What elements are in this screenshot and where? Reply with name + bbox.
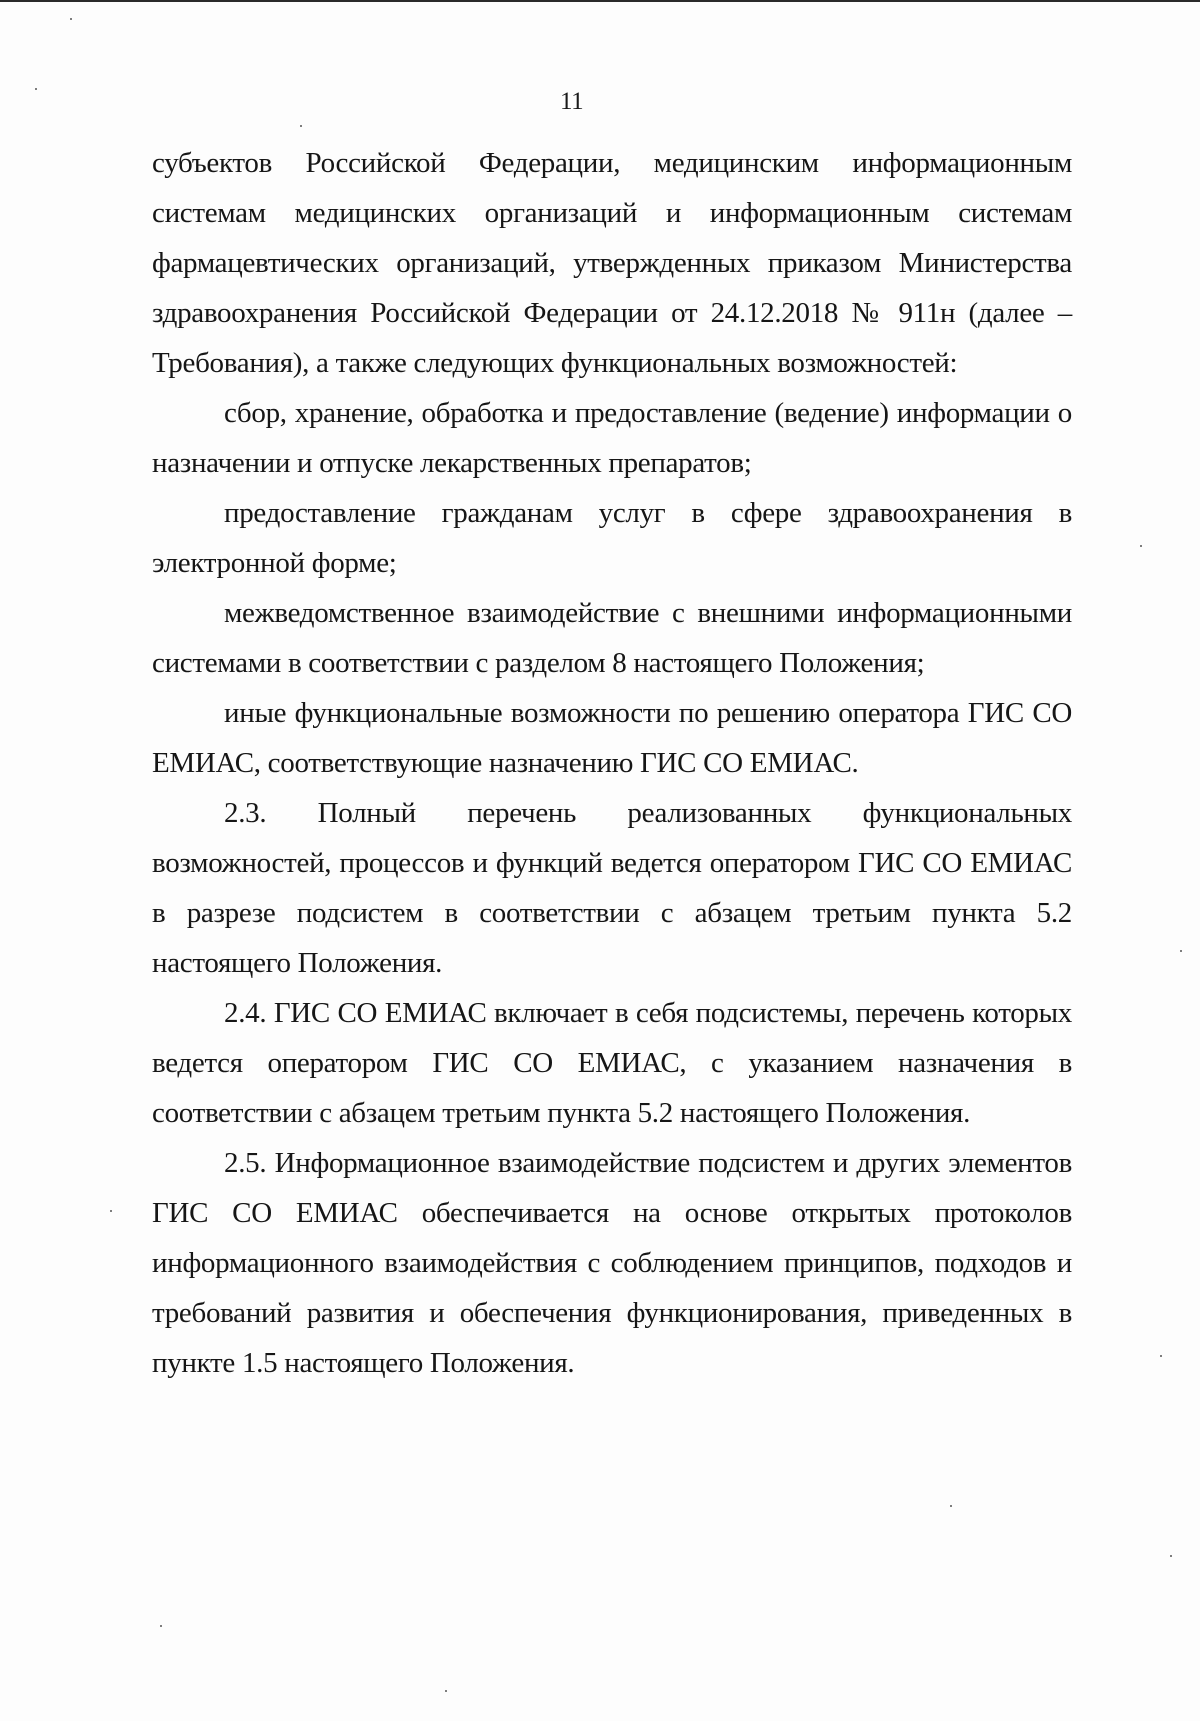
paragraph-list-item: сбор, хранение, обработка и предоставление (ведение) информации о назначении и отпуске лекарственных препаратов; [152, 397, 1072, 479]
scan-speck [445, 1690, 447, 1692]
scan-speck [1140, 545, 1142, 547]
scan-speck [1160, 1355, 1162, 1357]
scan-top-edge [0, 0, 1200, 2]
paragraph-clause-2-4: 2.4. ГИС СО ЕМИАС включает в себя подсистемы, перечень которых ведется оператором ГИС СО ЕМИАС, с указанием назначения в соответствии с абзацем третьим пункта 5.2 настоящего Положения. [152, 997, 1072, 1129]
paragraph-list-item: предоставление гражданам услуг в сфере здравоохранения в электронной форме; [152, 497, 1072, 579]
paragraph-continuation: субъектов Российской Федерации, медицинским информационным системам медицинских организаций и информационным системам фармацевтических организаций, утвержденных приказом Министерства здравоохранения Российской Федерации от 24.12.2018 № 911н (далее – Требования), а также следующих функциональных возможностей: [152, 147, 1072, 379]
scan-speck [1180, 950, 1182, 952]
paragraph-list-item: межведомственное взаимодействие с внешними информационными системами в соответствии с разделом 8 настоящего Положения; [152, 597, 1072, 679]
scan-speck [70, 18, 72, 20]
scan-speck [160, 1625, 162, 1627]
paragraph-list-item: иные функциональные возможности по решению оператора ГИС СО ЕМИАС, соответствующие назначению ГИС СО ЕМИАС. [152, 697, 1072, 779]
scan-speck [110, 1210, 112, 1212]
scan-speck [35, 88, 37, 90]
paragraph-clause-2-3: 2.3. Полный перечень реализованных функциональных возможностей, процессов и функций ведется оператором ГИС СО ЕМИАС в разрезе подсистем в соответствии с абзацем третьим пункта 5.2 настоящего Положения. [152, 797, 1072, 979]
scan-speck [950, 1505, 952, 1507]
page-number: 11 [560, 88, 584, 115]
paragraph-clause-2-5: 2.5. Информационное взаимодействие подсистем и других элементов ГИС СО ЕМИАС обеспечивается на основе открытых протоколов информационного взаимодействия с соблюдением принципов, подходов и требований развития и обеспечения функционирования, приведенных в пункте 1.5 настоящего Положения. [152, 1147, 1072, 1379]
scan-speck [1170, 1555, 1172, 1557]
scan-speck [300, 125, 302, 127]
document-body [152, 138, 1072, 1388]
